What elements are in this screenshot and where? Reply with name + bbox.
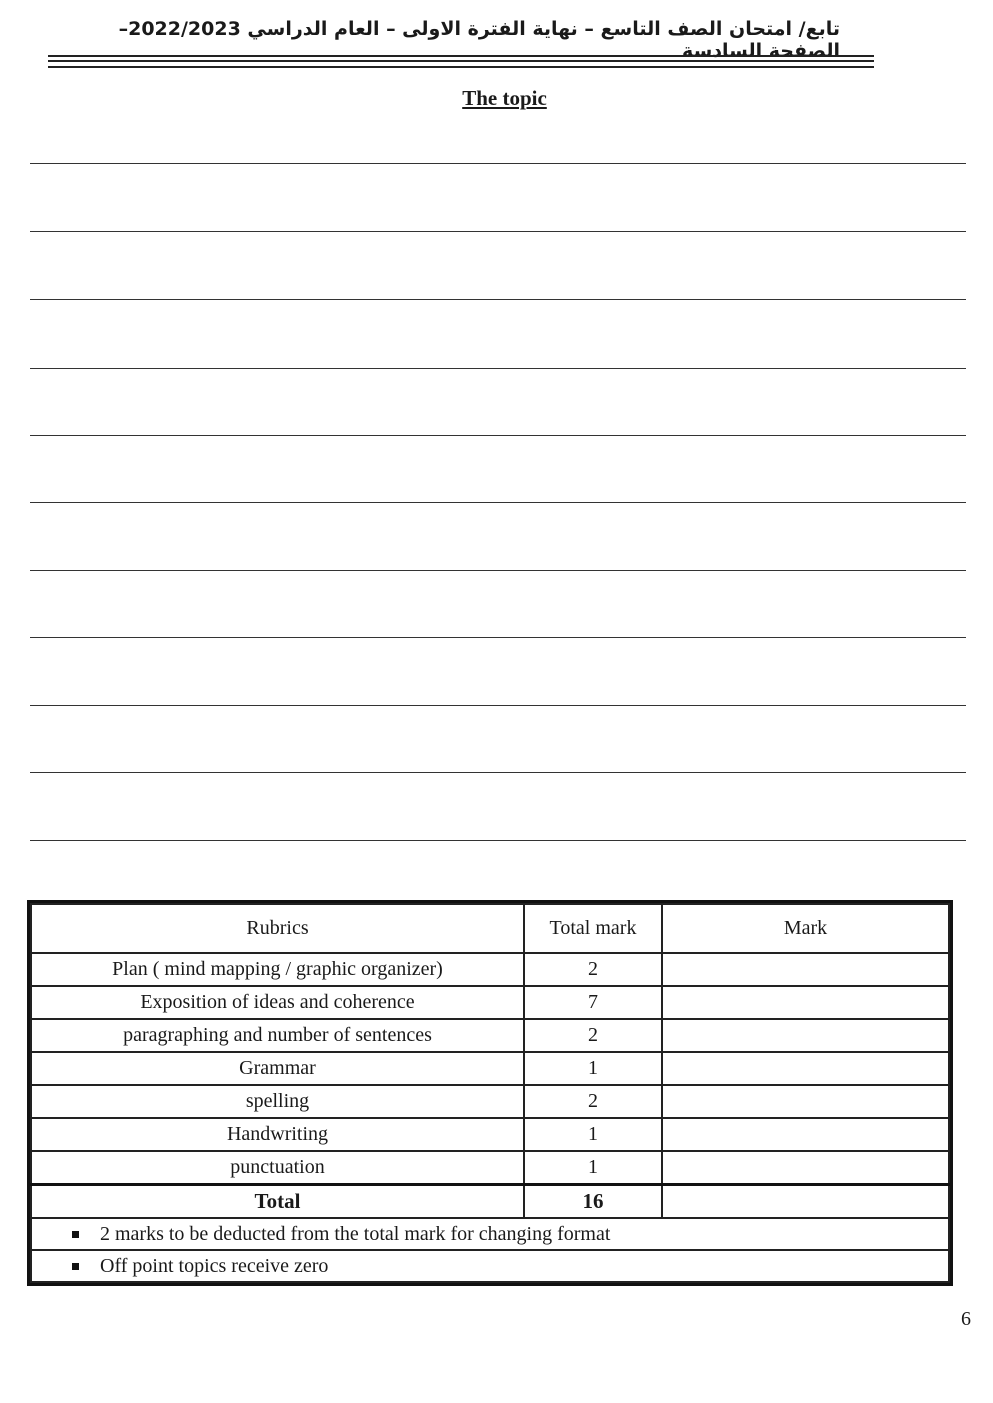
rubric-total: 1 (524, 1118, 662, 1151)
rubric-table (27, 900, 953, 1286)
table-row (31, 1118, 949, 1151)
writing-line[interactable] (30, 570, 966, 571)
total-mark-header: Total mark (524, 904, 662, 953)
writing-line[interactable] (30, 502, 966, 503)
table-row (31, 1151, 949, 1185)
note-text: Off point topics receive zero (100, 1254, 329, 1277)
writing-line[interactable] (30, 840, 966, 841)
header-divider (48, 66, 874, 68)
writing-line[interactable] (30, 705, 966, 706)
table-row (31, 953, 949, 986)
rubric-name: Plan ( mind mapping / graphic organizer) (31, 953, 524, 986)
rubric-total: 1 (524, 1052, 662, 1085)
header-divider (48, 60, 874, 62)
rubric-name: Handwriting (31, 1118, 524, 1151)
rubric-name: spelling (31, 1085, 524, 1118)
mark-cell[interactable] (662, 986, 949, 1019)
table-row (31, 1052, 949, 1085)
total-label: Total (31, 1185, 524, 1219)
writing-line[interactable] (30, 637, 966, 638)
note-row (31, 1218, 949, 1250)
rubric-total: 2 (524, 953, 662, 986)
rubric-header-row (31, 904, 949, 953)
writing-line[interactable] (30, 231, 966, 232)
rubric-name: punctuation (31, 1151, 524, 1185)
note-text: 2 marks to be deducted from the total mark for changing format (100, 1222, 611, 1245)
total-mark-cell[interactable] (662, 1185, 949, 1219)
rubric-total: 1 (524, 1151, 662, 1185)
rubric-total: 2 (524, 1019, 662, 1052)
header-divider (48, 55, 874, 57)
mark-cell[interactable] (662, 1052, 949, 1085)
bullet-icon (72, 1263, 79, 1270)
rubrics-header: Rubrics (31, 904, 524, 953)
table-row (31, 1019, 949, 1052)
rubric-total: 7 (524, 986, 662, 1019)
rubric-name: Grammar (31, 1052, 524, 1085)
mark-cell[interactable] (662, 1019, 949, 1052)
mark-cell[interactable] (662, 953, 949, 986)
mark-cell[interactable] (662, 1151, 949, 1185)
writing-line[interactable] (30, 163, 966, 164)
writing-line[interactable] (30, 435, 966, 436)
rubric-total: 2 (524, 1085, 662, 1118)
total-row (31, 1185, 949, 1219)
topic-title: The topic (462, 86, 547, 110)
note-row (31, 1250, 949, 1282)
note-cell (31, 1218, 949, 1250)
note-cell (31, 1250, 949, 1282)
bullet-icon (72, 1231, 79, 1238)
mark-cell[interactable] (662, 1118, 949, 1151)
total-value: 16 (524, 1185, 662, 1219)
page-number: 6 (961, 1308, 971, 1330)
writing-line[interactable] (30, 368, 966, 369)
mark-header: Mark (662, 904, 949, 953)
table-row (31, 1085, 949, 1118)
page-header: تابع/ امتحان الصف التاسع – نهاية الفترة الاولى – العام الدراسي 2022/2023– الصفحة السادسة (118, 18, 840, 62)
table-row (31, 986, 949, 1019)
writing-line[interactable] (30, 772, 966, 773)
rubric-name: Exposition of ideas and coherence (31, 986, 524, 1019)
writing-line[interactable] (30, 299, 966, 300)
rubric-name: paragraphing and number of sentences (31, 1019, 524, 1052)
mark-cell[interactable] (662, 1085, 949, 1118)
